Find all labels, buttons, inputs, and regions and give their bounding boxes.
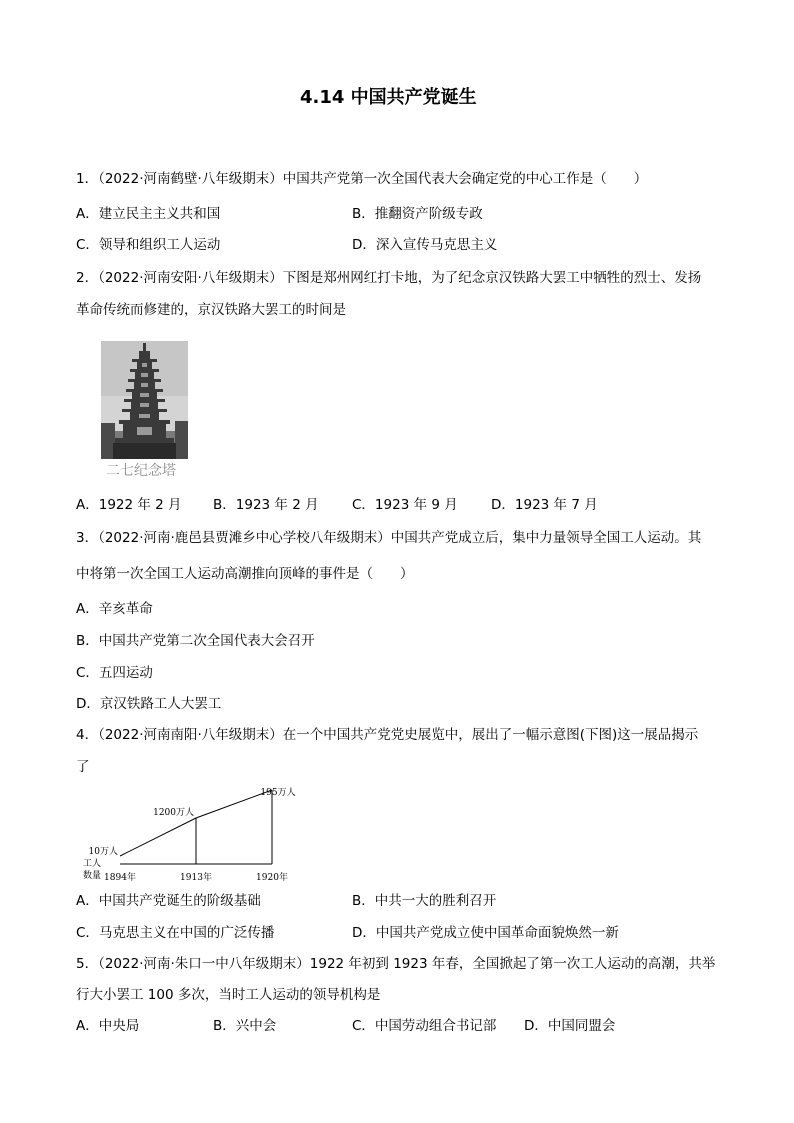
option-c: C．中国劳动组合书记部 xyxy=(352,1018,497,1034)
chart-data-label: 195万人 xyxy=(260,788,296,798)
option-c: C．五四运动 xyxy=(76,665,153,681)
option-a: A．辛亥革命 xyxy=(76,601,153,617)
tower-image xyxy=(101,341,188,485)
chart-x-tick-label: 1920年 xyxy=(256,873,288,883)
option-a: A．中国共产党诞生的阶级基础 xyxy=(76,893,261,909)
question-text: 3．（2022·河南·鹿邑县贾滩乡中心学校八年级期末）中国共产党成立后，集中力量领导全国工人运动。其 xyxy=(76,530,702,546)
option-b: B．推翻资产阶级专政 xyxy=(352,206,483,222)
chart-y-axis-label: 工人 xyxy=(82,859,102,869)
question-text: 1．（2022·河南鹤壁·八年级期末）中国共产党第一次全国代表大会确定党的中心工作是（ ） xyxy=(76,171,648,187)
question-text-cont: 了 xyxy=(76,759,90,775)
pagoda-picture xyxy=(101,341,188,459)
question-text-cont: 革命传统而修建的，京汉铁路大罢工的时间是 xyxy=(76,302,346,318)
option-a: A．1922 年 2 月 xyxy=(76,497,182,513)
chart-x-tick-label: 1913年 xyxy=(180,873,212,883)
option-d: D．京汉铁路工人大罢工 xyxy=(76,696,222,712)
option-b: B．中共一大的胜利召开 xyxy=(352,893,497,909)
option-c: C．1923 年 9 月 xyxy=(352,497,458,513)
option-b: B．兴中会 xyxy=(213,1018,277,1034)
question-text: 5．（2022·河南·朱口一中八年级期末）1922 年初到 1923 年春，全国掀起了第一次工人运动的高潮，共举 xyxy=(76,956,716,972)
option-c: C．马克思主义在中国的广泛传播 xyxy=(76,925,275,941)
option-b: B．1923 年 2 月 xyxy=(213,497,319,513)
page-title: 4.14 中国共产党诞生 xyxy=(300,87,477,108)
option-a: A．建立民主主义共和国 xyxy=(76,206,221,222)
question-text: 4．（2022·河南南阳·八年级期末）在一个中国共产党党史展览中，展出了一幅示意图(下图)这一展品揭示 xyxy=(76,727,699,743)
image-caption: 二七纪念塔 xyxy=(106,463,176,479)
chart-x-tick-label: 1894年 xyxy=(104,873,136,883)
option-b: B．中国共产党第二次全国代表大会召开 xyxy=(76,633,315,649)
option-d: D．中国共产党成立使中国革命面貌焕然一新 xyxy=(352,925,619,941)
question-text-cont: 中将第一次全国工人运动高潮推向顶峰的事件是（ ） xyxy=(76,566,414,582)
option-a: A．中央局 xyxy=(76,1018,140,1034)
worker-count-chart xyxy=(76,784,306,884)
question-text: 2．（2022·河南安阳·八年级期末）下图是郑州网红打卡地，为了纪念京汉铁路大罢工中牺牲的烈士、发扬 xyxy=(76,270,702,286)
option-c: C．领导和组织工人运动 xyxy=(76,237,221,253)
chart-y-axis-label: 数量 xyxy=(82,871,102,881)
chart-data-label: 1200万人 xyxy=(153,808,194,818)
option-d: D．中国同盟会 xyxy=(524,1018,616,1034)
chart-data-label: 10万人 xyxy=(88,847,118,857)
question-text-cont: 行大小罢工 100 多次，当时工人运动的领导机构是 xyxy=(76,987,381,1003)
option-d: D．深入宣传马克思主义 xyxy=(352,237,498,253)
option-d: D．1923 年 7 月 xyxy=(491,497,598,513)
